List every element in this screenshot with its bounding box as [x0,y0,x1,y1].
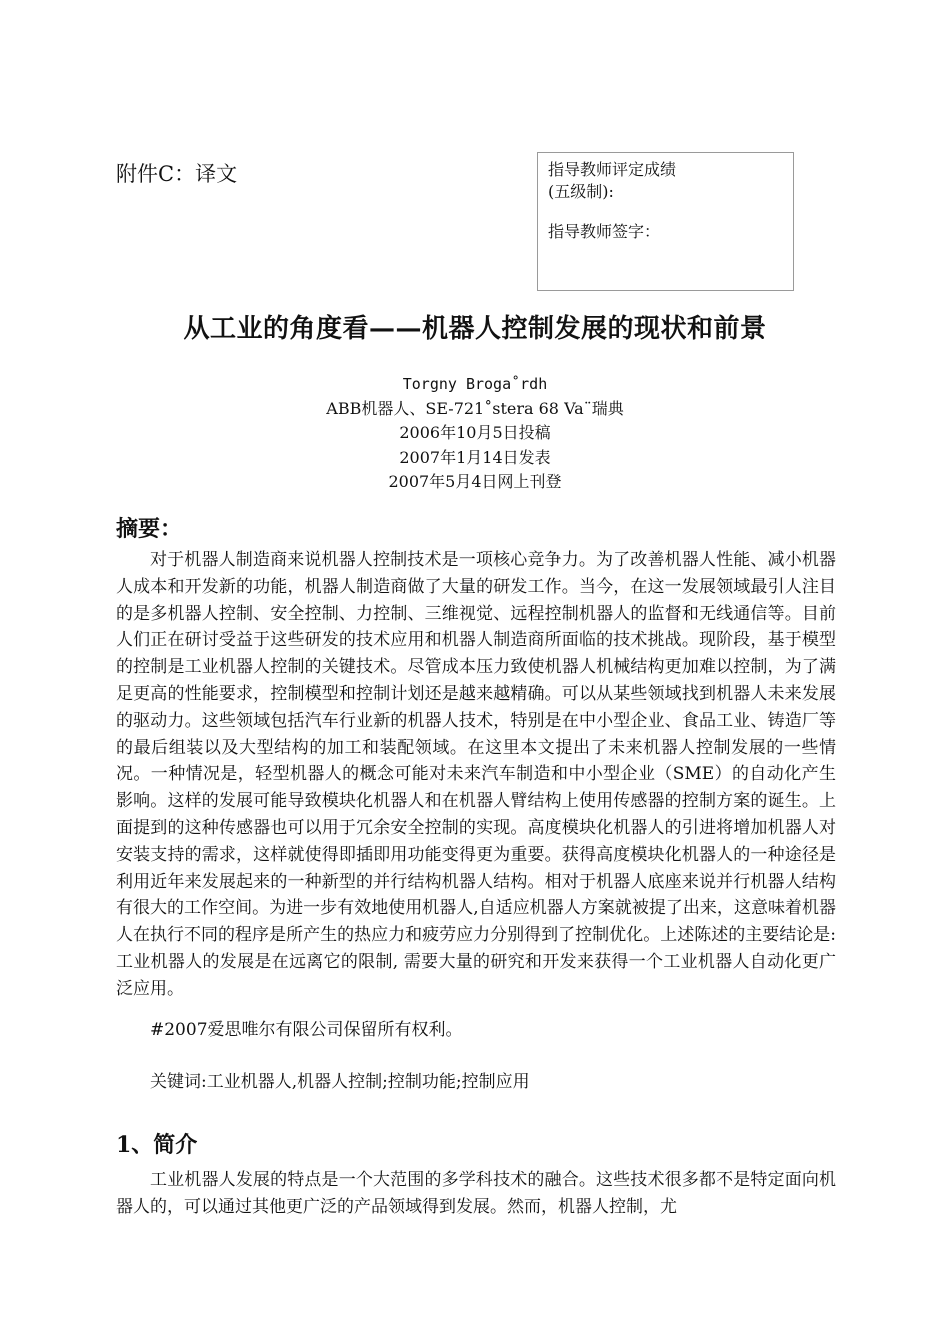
online-date: 2007年5月4日网上刊登 [388,472,562,491]
grade-label: 指导教师评定成绩 [548,160,677,179]
affiliation: ABB机器人、SE-721˚stera 68 Va¨瑞典 [326,398,624,418]
abstract-heading: 摘要： [116,516,183,542]
intro-body: 工业机器人发展的特点是一个大范围的多学科技术的融合。这些技术很多都不是特定面向机器人的，可以通过其他更广泛的产品领域得到发展。然而，机器人控制，尤 [116,1170,836,1217]
published-date: 2007年1月14日发表 [399,447,551,467]
paper-title: 从工业的角度看——机器人控制发展的现状和前景 [183,314,767,344]
intro-heading: 1、简介 [116,1132,198,1158]
keywords: 关键词:工业机器人,机器人控制;控制功能;控制应用 [150,1072,530,1092]
grade-box [537,152,794,291]
author: Torgny Broga˚rdh [402,375,548,393]
abstract-body: 对于机器人制造商来说机器人控制技术是一项核心竞争力。为了改善机器人性能、减小机器人成本和开发新的功能，机器人制造商做了大量的研发工作。当今，在这一发展领域最引人注目的是多机器人控制、安全控制、力控制、三维视觉、远程控制机器人的监督和无线通信等。目前人们正在研讨受益于这些研发的技术应用和机器人制造商所面临的技术挑战。现阶段，基于模型的控制是工业机器人控制的关键技术。尽管成本压力致使机器人机械结构更加难以控制，为了满足更高的性能要求，控制模型和控制计划还是越来越精确。可以从某些领域找到机器人未来发展的驱动力。这些领域包括汽车行业新的机器人技术，特别是在中小型企业、食品工业、铸造厂等的最后组装以及大型结构的加工和装配领域。在这里本文提出了未来机器人控制发展的一些情况。一种情况是，轻型机器人的概念可能对未来汽车制造和中小型企业（SME）的自动化产生影响。这样的发展可能导致模块化机器人和在机器人臂结构上使用传感器的控制方案的诞生。上面提到的这种传感器也可以用于冗余安全控制的实现。高度模块化机器人的引进将增加机器人对安装支持的需求，这样就使得即插即用功能变得更为重要。获得高度模块化机器人的一种途径是利用近年来发展起来的一种新型的并行结构机器人结构。相对于机器人底座来说并行机器人结构有很大的工作空间。为进一步有效地使用机器人,自适应机器人方案就被提了出来，这意味着机器人在执行不同的程序是所产生的热应力和疲劳应力分别得到了控制优化。上述陈述的主要结论是:工业机器人的发展是在远离它的限制, 需要大量的研究和开发来获得一个工业机器人自动化更广泛应用。 [116,550,836,999]
copyright-notice: #2007爱思唯尔有限公司保留所有权利。 [150,1020,463,1040]
paper-meta [0,372,950,495]
received-date: 2006年10月5日投稿 [399,423,551,442]
grade-scale-label: (五级制): [548,182,614,201]
signature-label: 指导教师签字： [548,222,661,241]
attachment-label: 附件C：译文 [116,162,238,186]
